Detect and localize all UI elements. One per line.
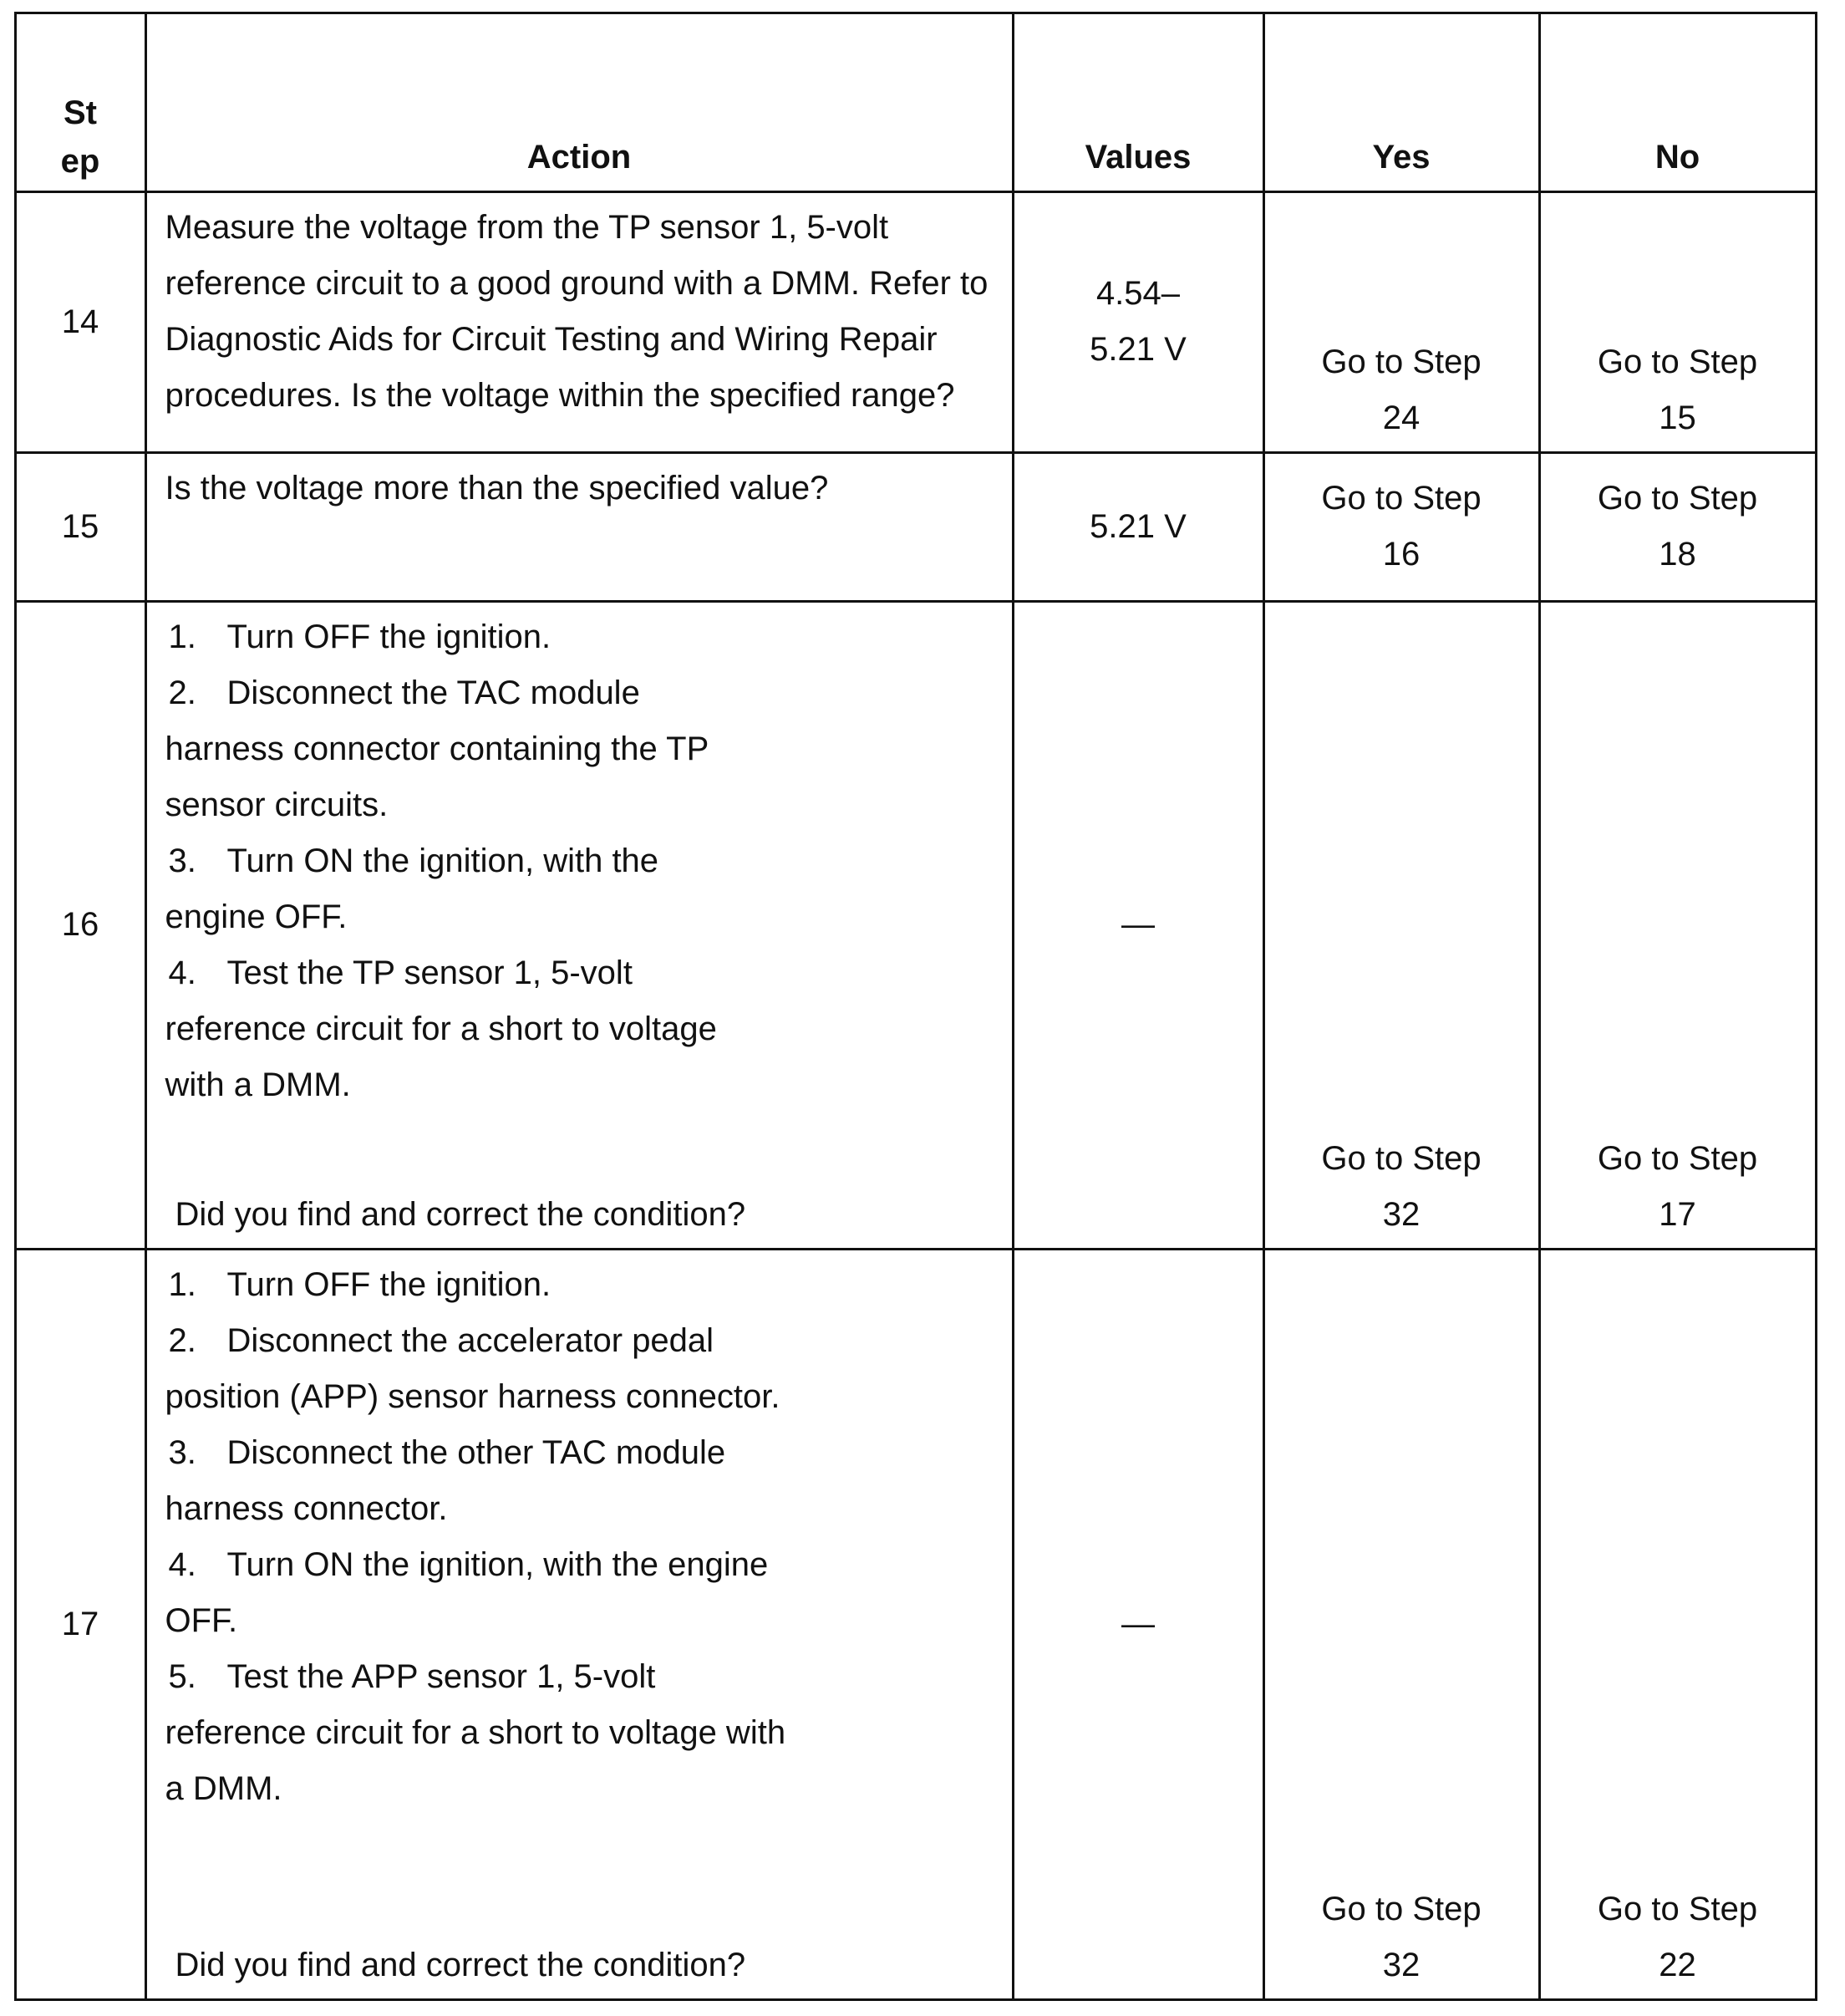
yes-cell [1263, 600, 1541, 1250]
action-text: Measure the voltage from the TP sensor 1, 5-volt reference circuit to a good ground with a DMM. Refer to Diagnostic Aids for Circuit Testing and Wiring Repair procedures. Is the voltage within the specified range? [165, 208, 989, 414]
yes-goto-link[interactable]: Go to Step 24 [1321, 343, 1482, 436]
step-index: 1. [168, 618, 196, 655]
no-goto-link[interactable]: Go to Step 15 [1597, 343, 1758, 436]
action-step [165, 665, 761, 833]
no-cell [1538, 600, 1817, 1250]
step-index: 4. [168, 954, 196, 991]
step-text: Turn OFF the ignition. [226, 618, 551, 655]
value-text: — [1121, 906, 1155, 943]
step-text: Test the APP sensor 1, 5-volt reference circuit for a short to voltage with a DMM. [165, 1657, 786, 1807]
values-cell [1012, 1248, 1265, 2001]
header-yes [1263, 12, 1541, 193]
action-question: Did you find and correct the condition? [175, 1946, 746, 1983]
yes-goto-link[interactable]: Go to Step 16 [1321, 480, 1482, 573]
no-goto-link[interactable]: Go to Step 18 [1597, 480, 1758, 573]
header-no [1538, 12, 1817, 193]
step-text: Turn ON the ignition, with the engine OFF. [165, 1545, 769, 1639]
step-index: 4. [168, 1545, 196, 1583]
header-step-label: St ep [60, 94, 100, 180]
header-action [145, 12, 1014, 193]
action-cell [145, 451, 1014, 603]
table-row-step [14, 191, 147, 454]
action-question: Did you find and correct the condition? [175, 1195, 746, 1233]
step-index: 2. [168, 674, 196, 711]
table-row-step [14, 451, 147, 603]
no-goto-link[interactable]: Go to Step 17 [1597, 1139, 1758, 1233]
step-text: Disconnect the TAC module harness connector containing the TP sensor circuits. [165, 674, 709, 823]
no-cell [1538, 191, 1817, 454]
header-values [1012, 12, 1265, 193]
action-text: Is the voltage more than the specified value? [165, 469, 829, 507]
no-goto-link[interactable]: Go to Step 22 [1597, 1890, 1758, 1983]
step-index: 1. [168, 1265, 196, 1303]
value-text: 4.54–5.21 V [1090, 275, 1187, 368]
step-number: 14 [61, 303, 99, 340]
value-text: — [1121, 1605, 1155, 1642]
step-text: Disconnect the other TAC module harness connector. [165, 1433, 726, 1527]
action-step [165, 1537, 795, 1649]
step-index: 5. [168, 1657, 196, 1695]
step-number: 15 [61, 507, 99, 545]
values-cell [1012, 600, 1265, 1250]
header-no-label: No [1654, 138, 1700, 176]
table-row-step [14, 1248, 147, 2001]
yes-cell [1263, 1248, 1541, 2001]
action-step [165, 1649, 795, 1817]
action-step [165, 1313, 795, 1425]
yes-goto-link[interactable]: Go to Step 32 [1321, 1890, 1482, 1983]
action-step [165, 833, 761, 945]
yes-goto-link[interactable]: Go to Step 32 [1321, 1139, 1482, 1233]
step-text: Turn ON the ignition, with the engine OFF. [165, 842, 659, 935]
step-number: 16 [61, 906, 99, 943]
step-text: Turn OFF the ignition. [226, 1265, 551, 1303]
no-cell [1538, 451, 1817, 603]
action-step [165, 945, 761, 1113]
step-text: Test the TP sensor 1, 5-volt reference circuit for a short to voltage with a DMM. [165, 954, 717, 1103]
values-cell [1012, 191, 1265, 454]
header-step [14, 12, 147, 193]
values-cell [1012, 451, 1265, 603]
action-cell [145, 191, 1014, 454]
no-cell [1538, 1248, 1817, 2001]
step-index: 2. [168, 1321, 196, 1359]
yes-cell [1263, 191, 1541, 454]
action-steps-list [165, 1257, 795, 1817]
yes-cell [1263, 451, 1541, 603]
action-step [165, 609, 761, 665]
action-step [165, 1257, 795, 1313]
step-text: Disconnect the accelerator pedal position (APP) sensor harness connector. [165, 1321, 780, 1415]
header-values-label: Values [1085, 138, 1192, 176]
table-row-step [14, 600, 147, 1250]
header-action-label: Action [526, 138, 632, 176]
step-index: 3. [168, 1433, 196, 1471]
action-cell [145, 1248, 1014, 2001]
action-step [165, 1425, 795, 1537]
action-cell [145, 600, 1014, 1250]
step-number: 17 [61, 1605, 99, 1642]
action-steps-list [165, 609, 761, 1113]
header-yes-label: Yes [1372, 138, 1431, 176]
step-index: 3. [168, 842, 196, 879]
value-text: 5.21 V [1090, 507, 1187, 545]
